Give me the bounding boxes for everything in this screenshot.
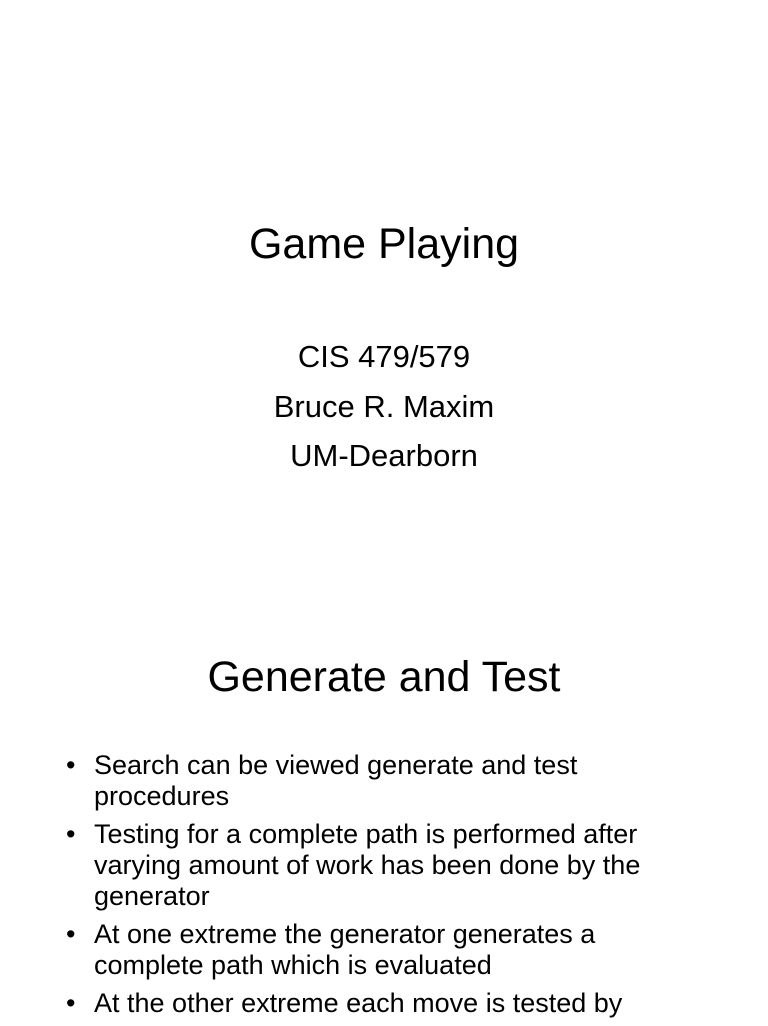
bullet-icon: • (66, 750, 76, 780)
bullet-item (66, 919, 706, 981)
bullet-icon: • (66, 819, 76, 849)
bullet-icon: • (66, 988, 76, 1018)
bullet-item (66, 750, 706, 812)
bullet-list (66, 750, 706, 1026)
bullet-text: Search can be viewed generate and test procedures (94, 750, 578, 811)
slide-title: Game Playing (248, 220, 520, 268)
bullet-text: At one extreme the generator generates a complete path which is evaluated (94, 919, 596, 980)
bullet-icon: • (66, 919, 76, 949)
bullet-text: Testing for a complete path is performed after varying amount of work has been done by the generator (94, 819, 641, 911)
slide-heading: Generate and Test (207, 653, 561, 701)
author-name: Bruce R. Maxim (273, 388, 495, 424)
slide-subtitle (0, 332, 768, 481)
course-number: CIS 479/579 (297, 339, 471, 374)
bullet-item (66, 988, 706, 1019)
bullet-item (66, 819, 706, 912)
bullet-text: At the other extreme each move is tested by (94, 988, 623, 1018)
institution: UM-Dearborn (290, 438, 478, 473)
